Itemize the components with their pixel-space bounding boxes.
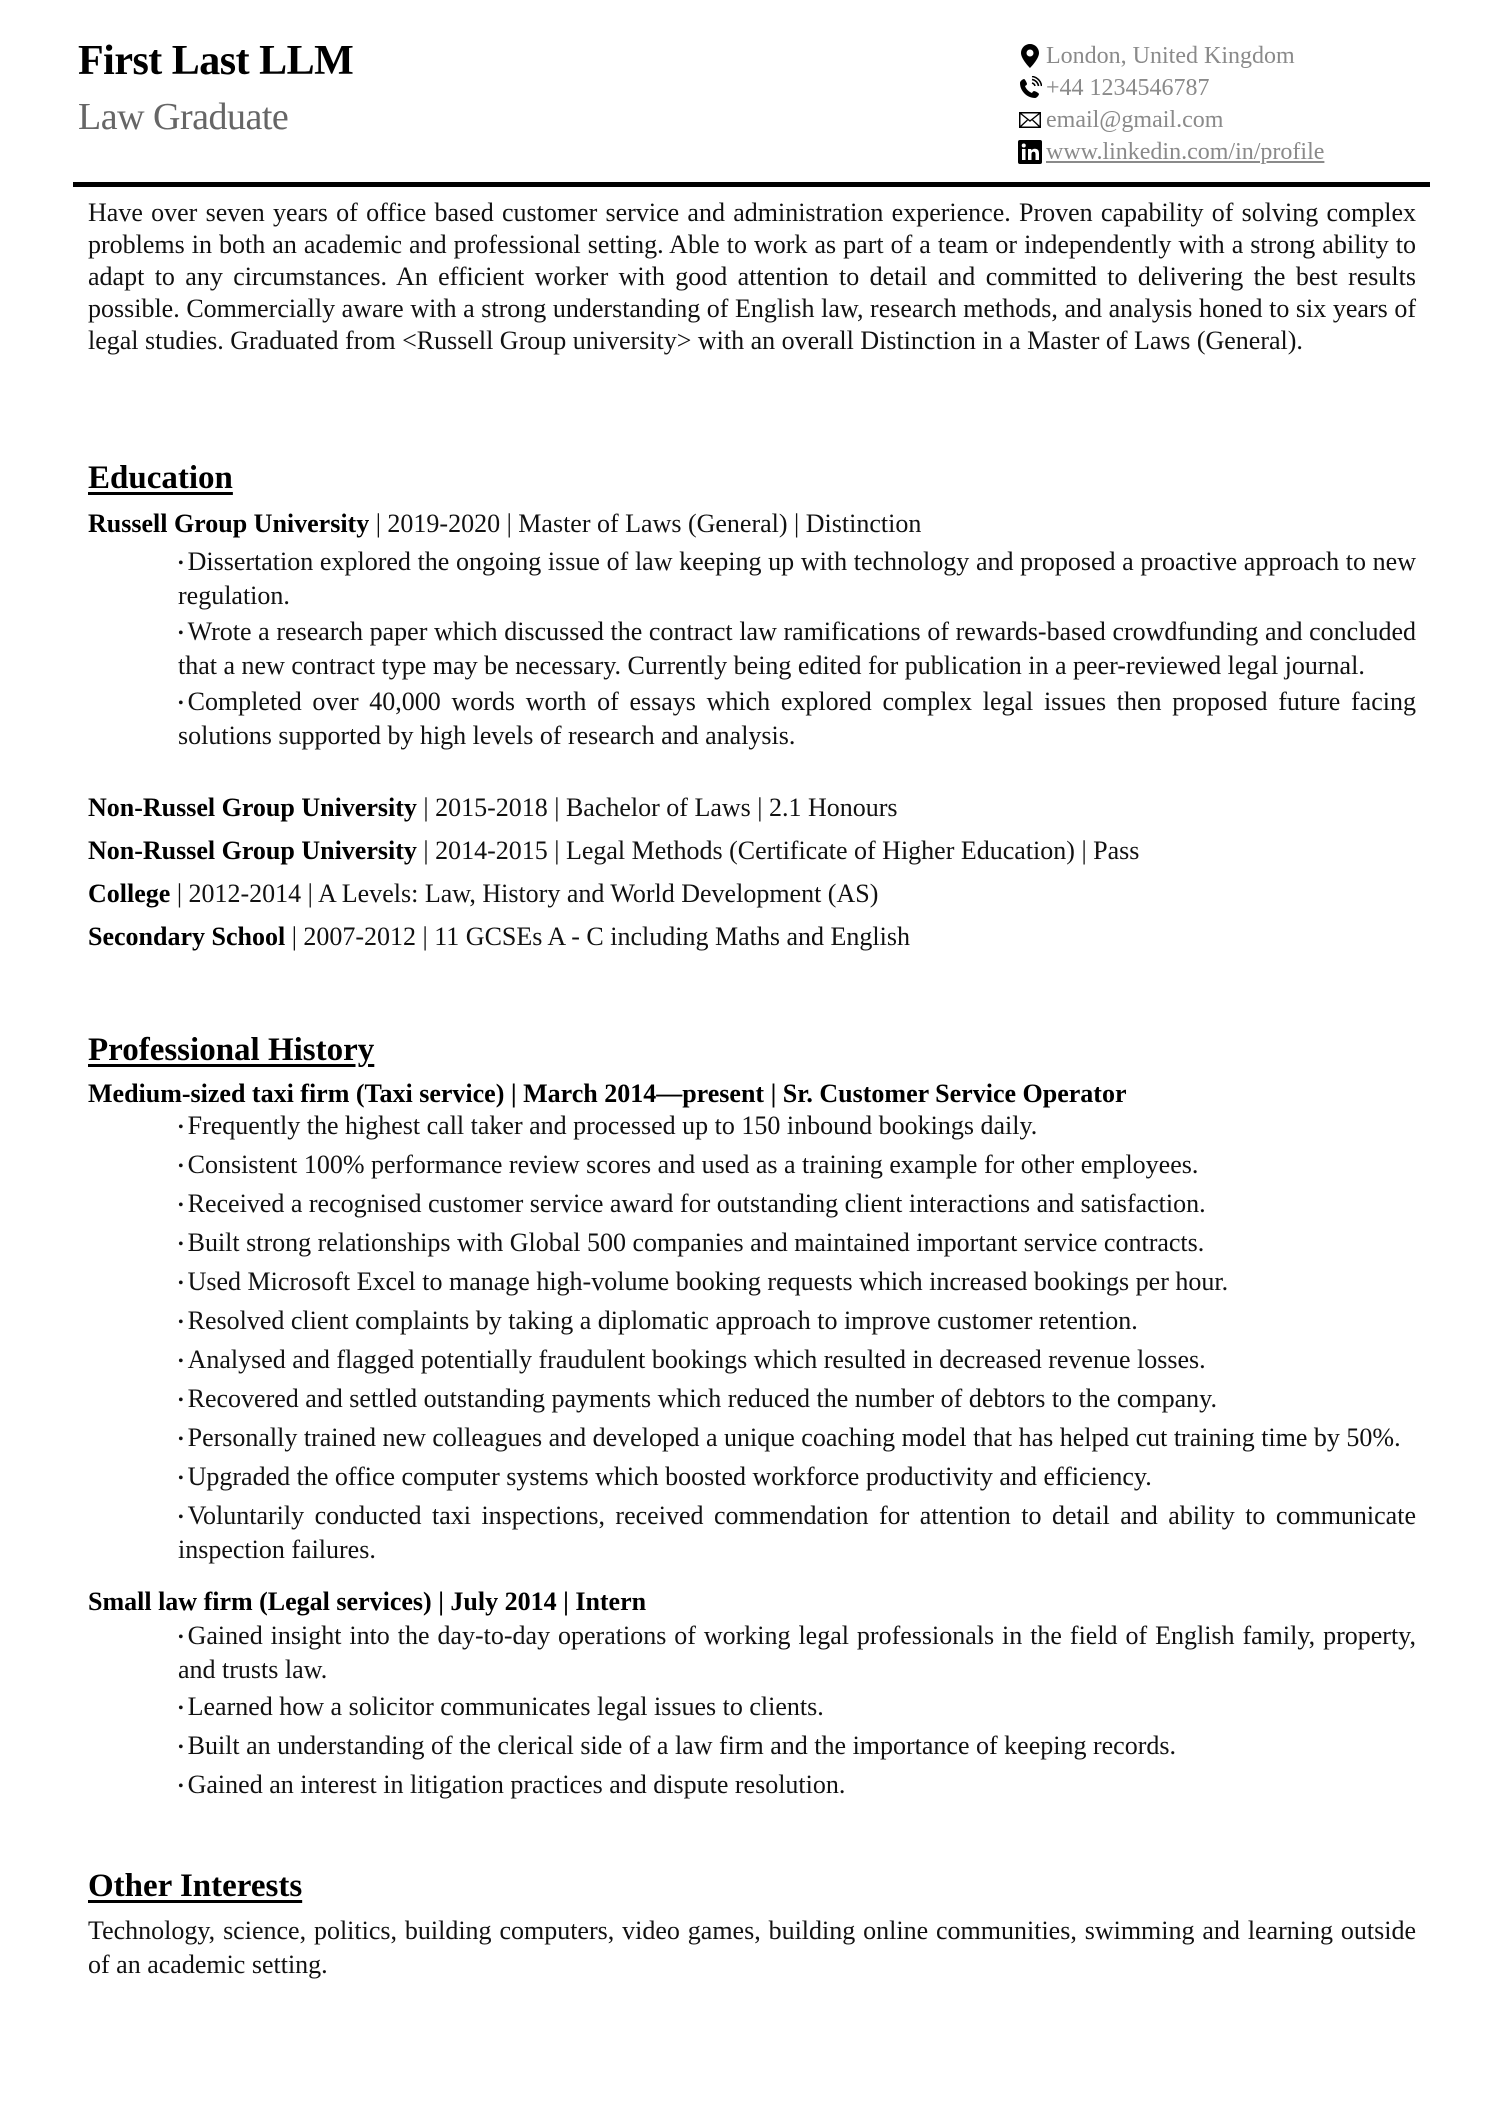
education-details: | 2007-2012 | 11 GCSEs A - C including Maths and English [285,922,910,951]
bullet-item: • Learned how a solicitor communicates legal issues to clients. [178,1692,824,1721]
other-interests-heading: Other Interests [88,1868,303,1904]
linkedin-link[interactable]: www.linkedin.com/in/profile [1046,139,1325,165]
bullet-item: • Consistent 100% performance review scores and used as a training example for other employees. [178,1150,1199,1179]
contact-linkedin [1018,136,1324,168]
job-heading: Medium-sized taxi firm (Taxi service) | March 2014—present | Sr. Customer Service Operator [88,1079,1127,1108]
bullet-item: • Gained insight into the day-to-day operations of working legal professionals in the field of English family, property, and trusts law. [178,1621,1416,1684]
email-text[interactable]: email@gmail.com [1046,107,1224,133]
education-entry [88,921,910,953]
bullet-icon: • [178,1314,184,1331]
bullet-icon: • [178,625,184,642]
phone-icon [1018,76,1042,100]
contact-block [1018,40,1324,168]
header-divider [73,182,1430,187]
education-details: | 2012-2014 | A Levels: Law, History and World Development (AS) [170,879,879,908]
education-details: | 2014-2015 | Legal Methods (Certificate of Higher Education) | Pass [416,836,1140,865]
bullet-item: • Voluntarily conducted taxi inspections, received commendation for attention to detail and ability to communicate inspection failures. [178,1501,1416,1564]
institution-name: College [88,879,171,908]
bullet-item: • Frequently the highest call taker and processed up to 150 inbound bookings daily. [178,1111,1038,1140]
envelope-icon [1018,108,1042,132]
bullet-item: • Dissertation explored the ongoing issue of law keeping up with technology and proposed a proactive approach to new regulation. [178,547,1416,610]
education-details: | 2015-2018 | Bachelor of Laws | 2.1 Honours [416,793,898,822]
bullet-icon: • [178,1739,184,1756]
bullet-icon: • [178,1470,184,1487]
institution-name: Russell Group University [88,509,370,538]
phone-text: +44 1234546787 [1046,75,1210,101]
education-entry [88,878,878,910]
bullet-icon: • [178,1158,184,1175]
institution-name: Secondary School [88,922,286,951]
bullet-item: • Wrote a research paper which discussed the contract law ramifications of rewards-based crowdfunding and concluded that a new contract type may be necessary. Currently being edited for publication in a peer-reviewed legal journal. [178,617,1416,680]
bullet-icon: • [178,695,184,712]
bullet-icon: • [178,1119,184,1136]
bullet-item: • Personally trained new colleagues and developed a unique coaching model that has helped cut training time by 50%. [178,1423,1401,1452]
bullet-item: • Completed over 40,000 words worth of essays which explored complex legal issues then proposed future facing solutions supported by high levels of research and analysis. [178,687,1416,750]
education-entry [88,835,1139,867]
institution-name: Non-Russel Group University [88,793,417,822]
bullet-icon: • [178,1700,184,1717]
education-heading: Education [88,460,233,496]
map-pin-icon [1018,44,1042,68]
bullet-icon: • [178,1236,184,1253]
bullet-icon: • [178,1197,184,1214]
linkedin-icon [1018,140,1042,164]
job-heading: Small law firm (Legal services) | July 2014 | Intern [88,1587,647,1616]
bullet-item: • Built an understanding of the clerical side of a law firm and the importance of keeping records. [178,1731,1176,1760]
job-bullets [178,1110,1416,1566]
bullet-item: • Gained an interest in litigation practices and dispute resolution. [178,1770,846,1799]
location-text: London, United Kingdom [1046,43,1295,69]
professional-history-heading: Professional History [88,1032,375,1068]
candidate-title: Law Graduate [78,96,289,138]
bullet-icon: • [178,1392,184,1409]
education-details: | 2019-2020 | Master of Laws (General) | Distinction [369,509,922,538]
bullet-icon: • [178,1431,184,1448]
bullet-item: • Recovered and settled outstanding payments which reduced the number of debtors to the company. [178,1384,1217,1413]
contact-location [1018,40,1324,72]
other-interests-text: Technology, science, politics, building computers, video games, building online communities, swimming and learning outside of an academic setting. [88,1916,1416,1979]
bullet-item: • Built strong relationships with Global 500 companies and maintained important service contracts. [178,1228,1205,1257]
education-bullets [178,546,1416,752]
bullet-icon: • [178,1353,184,1370]
bullet-icon: • [178,1778,184,1795]
bullet-icon: • [178,555,184,572]
bullet-icon: • [178,1509,184,1526]
bullet-item: • Analysed and flagged potentially fraudulent bookings which resulted in decreased revenue losses. [178,1345,1206,1374]
professional-summary: Have over seven years of office based customer service and administration experience. Proven capability of solving complex problems in both an academic and professional setting. Able to work as part of a team or independently with a strong ability to adapt to any circumstances. An efficient worker with good attention to detail and committed to delivering the best results possible. Commercially aware with a strong understanding of English law, research methods, and analysis honed to six years of legal studies. Graduated from <Russell Group university> with an overall Distinction in a Master of Laws (General). [88,198,1416,355]
bullet-item: • Resolved client complaints by taking a diplomatic approach to improve customer retention. [178,1306,1138,1335]
bullet-item: • Used Microsoft Excel to manage high-volume booking requests which increased bookings per hour. [178,1267,1229,1296]
candidate-name: First Last LLM [78,38,354,84]
bullet-item: • Received a recognised customer service award for outstanding client interactions and satisfaction. [178,1189,1206,1218]
bullet-icon: • [178,1275,184,1292]
contact-phone [1018,72,1324,104]
contact-email [1018,104,1324,136]
education-entry [88,508,921,540]
education-entry [88,792,898,824]
institution-name: Non-Russel Group University [88,836,417,865]
job-bullets [178,1620,1416,1803]
bullet-item: • Upgraded the office computer systems which boosted workforce productivity and efficiency. [178,1462,1152,1491]
bullet-icon: • [178,1629,184,1646]
